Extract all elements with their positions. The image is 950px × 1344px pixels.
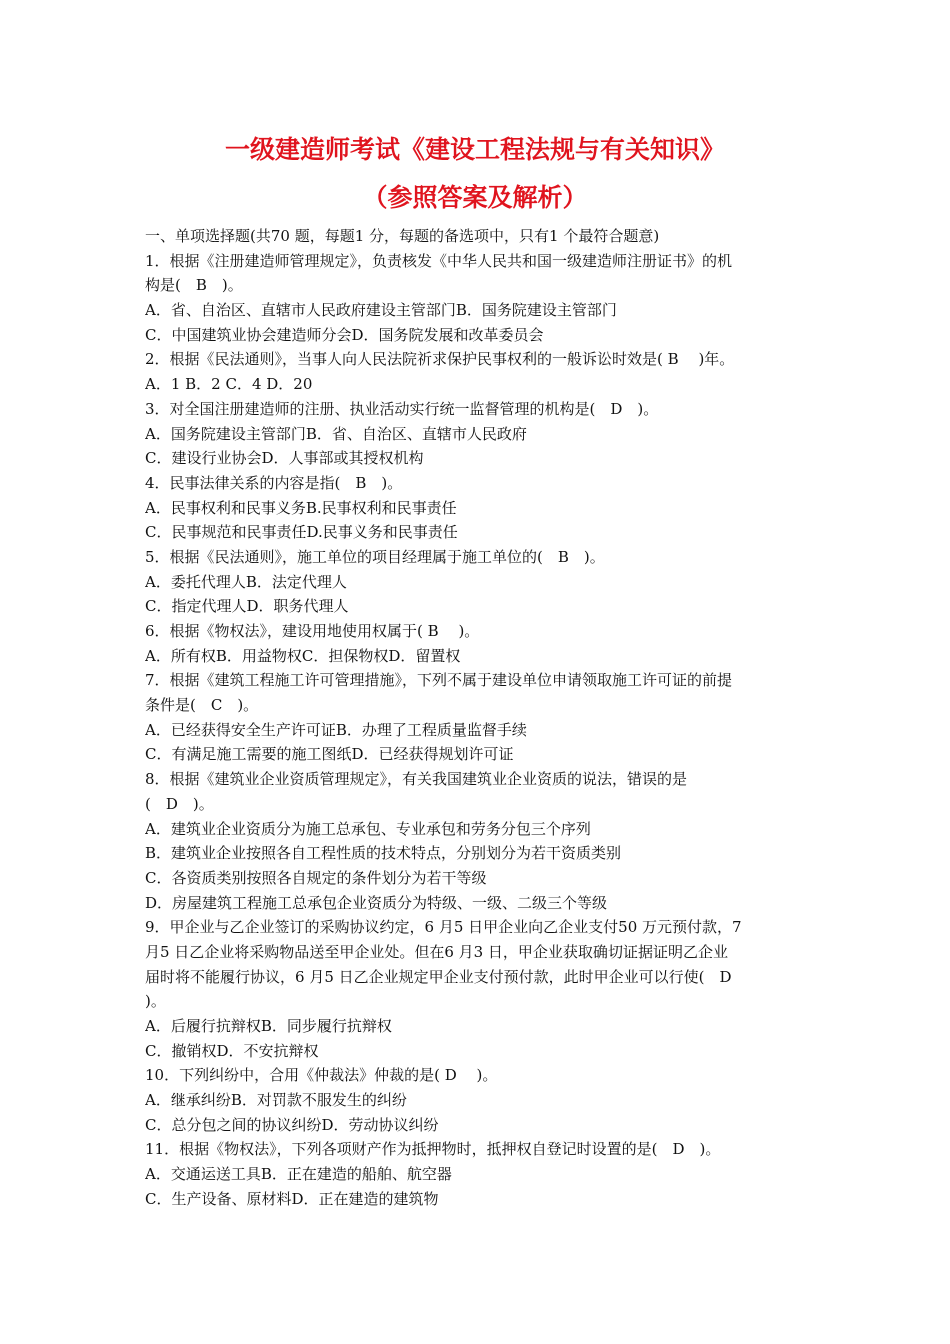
text-line: C．总分包之间的协议纠纷D．劳动协议纠纷	[145, 1115, 439, 1134]
text-line: A．民事权利和民事义务B.民事权利和民事责任	[145, 498, 457, 517]
text-line: 月5 日乙企业将采购物品送至甲企业处。但在6 月3 日，甲企业获取确切证据证明乙企业	[145, 942, 728, 961]
text-line: C．有满足施工需要的施工图纸D．已经获得规划许可证	[145, 745, 514, 764]
text-line: 8．根据《建筑业企业资质管理规定》，有关我国建筑业企业资质的说法，错误的是	[145, 770, 688, 789]
text-line: 条件是( C )。	[145, 696, 259, 715]
text-line: A．委托代理人B．法定代理人	[145, 572, 347, 591]
text-line: A．国务院建设主管部门B．省、自治区、直辖市人民政府	[145, 424, 527, 443]
text-line: C．生产设备、原材料D．正在建造的建筑物	[145, 1189, 439, 1208]
document-body	[145, 224, 815, 1212]
document-subtitle: （参照答案及解析）	[362, 183, 588, 212]
text-line: 2．根据《民法通则》，当事人向人民法院祈求保护民事权利的一般诉讼时效是( B )年。	[145, 350, 735, 369]
text-line: D．房屋建筑工程施工总承包企业资质分为特级、一级、二级三个等级	[145, 893, 608, 912]
document-title: 一级建造师考试《建设工程法规与有关知识》	[224, 135, 725, 164]
text-line: 构是( B )。	[145, 276, 243, 295]
text-line: 一、单项选择题(共70 题，每题1 分，每题的备选项中，只有1 个最符合题意)	[145, 227, 660, 245]
text-line: A．继承纠纷B．对罚款不服发生的纠纷	[145, 1091, 407, 1110]
text-line: 11．根据《物权法》，下列各项财产作为抵押物时，抵押权自登记时设置的是( D )。	[145, 1140, 721, 1159]
text-line: C．民事规范和民事责任D.民事义务和民事责任	[145, 523, 458, 542]
text-line: C．指定代理人D．职务代理人	[145, 597, 349, 616]
text-line: A．省、自治区、直辖市人民政府建设主管部门B．国务院建设主管部门	[145, 301, 617, 320]
text-line: A．1 B．2 C．4 D．20	[145, 375, 313, 394]
text-line: 3．对全国注册建造师的注册、执业活动实行统一监督管理的机构是( D )。	[145, 399, 659, 418]
text-line: 10．下列纠纷中，合用《仲裁法》仲裁的是( D )。	[145, 1066, 498, 1085]
text-line: 7．根据《建筑工程施工许可管理措施》，下列不属于建设单位申请领取施工许可证的前提	[145, 671, 733, 690]
text-line: 1．根据《注册建造师管理规定》，负责核发《中华人民共和国一级建造师注册证书》的机	[145, 251, 733, 270]
text-line: A．建筑业企业资质分为施工总承包、专业承包和劳务分包三个序列	[145, 819, 591, 838]
text-line: A．已经获得安全生产许可证B．办理了工程质量监督手续	[145, 720, 527, 739]
text-line: )。	[145, 992, 166, 1011]
text-line: 9．甲企业与乙企业签订的采购协议约定，6 月5 日甲企业向乙企业支付50 万元预付款，7	[145, 918, 742, 937]
text-line: 届时将不能履行协议，6 月5 日乙企业规定甲企业支付预付款，此时甲企业可以行使( D	[145, 967, 732, 986]
text-line: 5．根据《民法通则》，施工单位的项目经理属于施工单位的( B )。	[145, 547, 605, 566]
text-line: A．所有权B．用益物权C．担保物权D．留置权	[145, 646, 461, 665]
text-line: C．各资质类别按照各自规定的条件划分为若干等级	[145, 868, 487, 887]
text-line: A．后履行抗辩权B．同步履行抗辩权	[145, 1017, 392, 1035]
text-line: ( D )。	[145, 794, 214, 813]
text-line: B．建筑业企业按照各自工程性质的技术特点，分别划分为若干资质类别	[145, 844, 622, 863]
text-line: 4．民事法律关系的内容是指( B )。	[145, 473, 403, 492]
text-line: C．中国建筑业协会建造师分会D．国务院发展和改革委员会	[145, 325, 544, 344]
text-line: C．撤销权D．不安抗辩权	[145, 1041, 319, 1060]
text-line: A．交通运送工具B．正在建造的船舶、航空器	[145, 1165, 452, 1184]
text-line: C．建设行业协会D．人事部或其授权机构	[145, 449, 424, 468]
text-line: 6．根据《物权法》，建设用地使用权属于( B )。	[145, 622, 480, 640]
